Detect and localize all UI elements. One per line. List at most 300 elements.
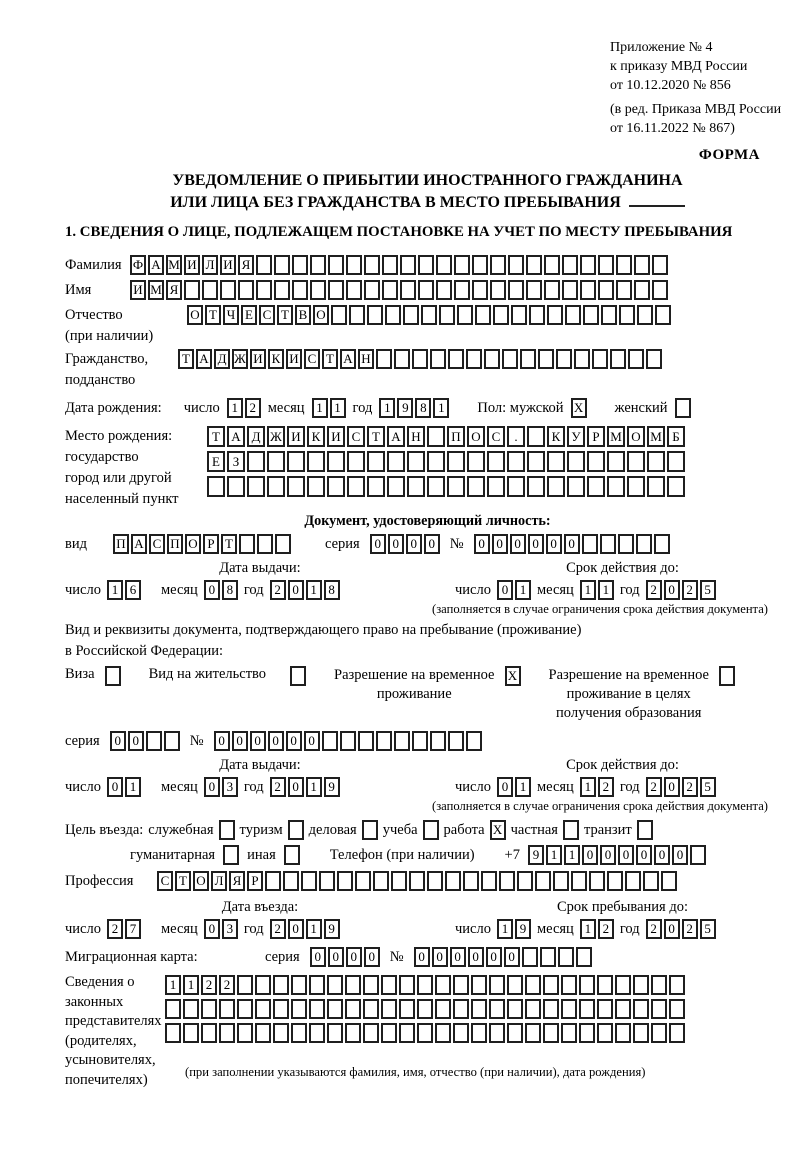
profession-cell[interactable] — [391, 871, 407, 891]
birth-place-cell[interactable] — [487, 451, 505, 472]
purpose-tourism-checkbox-cell[interactable] — [288, 820, 304, 840]
representatives-cell[interactable] — [417, 975, 433, 995]
surname-cell[interactable] — [490, 255, 506, 275]
firstname-cell[interactable] — [256, 280, 272, 300]
birth-place-cell[interactable]: К — [307, 426, 325, 447]
identity-series-cell[interactable]: 0 — [370, 534, 386, 554]
citizenship-cells[interactable] — [178, 349, 662, 369]
patronymic-cell[interactable] — [601, 305, 617, 325]
phone-cell[interactable]: 1 — [564, 845, 580, 865]
representatives-cell[interactable] — [435, 999, 451, 1019]
profession-cell[interactable]: С — [157, 871, 173, 891]
identity-issue-month-cells[interactable] — [204, 580, 238, 600]
firstname-cell[interactable] — [400, 280, 416, 300]
residence-expiry-day-cell[interactable]: 0 — [497, 777, 513, 797]
stay-year-cell[interactable]: 2 — [682, 919, 698, 939]
citizenship-cell[interactable] — [412, 349, 428, 369]
surname-cell[interactable]: Я — [238, 255, 254, 275]
firstname-cell[interactable] — [616, 280, 632, 300]
representatives-cell[interactable] — [561, 999, 577, 1019]
birth-year-cell[interactable]: 8 — [415, 398, 431, 418]
patronymic-cell[interactable] — [493, 305, 509, 325]
citizenship-cell[interactable] — [520, 349, 536, 369]
birth-place-cell[interactable] — [447, 476, 465, 497]
representatives-cell[interactable] — [381, 975, 397, 995]
stay-year-cell[interactable]: 0 — [664, 919, 680, 939]
migration-series-cell[interactable]: 0 — [310, 947, 326, 967]
residence-number-cell[interactable] — [322, 731, 338, 751]
representatives-cell[interactable] — [561, 1023, 577, 1043]
profession-cell[interactable] — [427, 871, 443, 891]
phone-cell[interactable]: 0 — [636, 845, 652, 865]
identity-kind-cell[interactable] — [257, 534, 273, 554]
phone-cell[interactable] — [690, 845, 706, 865]
representatives-cell[interactable] — [273, 999, 289, 1019]
surname-cell[interactable] — [472, 255, 488, 275]
residence-issue-day-cells[interactable] — [107, 777, 141, 797]
birth-place-cell[interactable]: А — [227, 426, 245, 447]
birth-place-cell[interactable] — [407, 451, 425, 472]
surname-cell[interactable] — [364, 255, 380, 275]
birth-place-cell[interactable] — [267, 451, 285, 472]
identity-kind-cell[interactable]: П — [113, 534, 129, 554]
representatives-cell[interactable] — [165, 1023, 181, 1043]
identity-expiry-year-cell[interactable]: 2 — [646, 580, 662, 600]
profession-cell[interactable] — [373, 871, 389, 891]
representatives-cell[interactable] — [345, 1023, 361, 1043]
identity-issue-day-cell[interactable]: 1 — [107, 580, 123, 600]
birth-place-cell[interactable]: Т — [367, 426, 385, 447]
phone-cells[interactable] — [528, 845, 706, 865]
phone-cell[interactable]: 1 — [546, 845, 562, 865]
citizenship-cell[interactable] — [448, 349, 464, 369]
purpose-private-checkbox[interactable] — [563, 820, 579, 840]
representatives-cell[interactable] — [579, 975, 595, 995]
representatives-cell[interactable] — [543, 1023, 559, 1043]
birth-day-cell[interactable]: 2 — [245, 398, 261, 418]
citizenship-cell[interactable] — [376, 349, 392, 369]
representatives-cell[interactable] — [363, 999, 379, 1019]
stay-day-cell[interactable]: 1 — [497, 919, 513, 939]
sex-female-checkbox[interactable] — [675, 398, 691, 418]
purpose-private-checkbox-cell[interactable] — [563, 820, 579, 840]
stay-day-cell[interactable]: 9 — [515, 919, 531, 939]
representatives-cell[interactable] — [615, 999, 631, 1019]
migration-number-cell[interactable]: 0 — [432, 947, 448, 967]
entry-year-cells[interactable] — [270, 919, 340, 939]
birth-place-cell[interactable] — [327, 476, 345, 497]
stay-year-cell[interactable]: 5 — [700, 919, 716, 939]
residence-series-cells[interactable] — [110, 731, 180, 751]
residence-number-cell[interactable]: 0 — [268, 731, 284, 751]
identity-kind-cell[interactable]: Р — [203, 534, 219, 554]
identity-kind-cell[interactable] — [239, 534, 255, 554]
residence-number-cell[interactable] — [376, 731, 392, 751]
identity-issue-year-cell[interactable]: 1 — [306, 580, 322, 600]
patronymic-cell[interactable] — [619, 305, 635, 325]
representatives-cell[interactable] — [453, 999, 469, 1019]
firstname-cell[interactable] — [454, 280, 470, 300]
surname-cell[interactable] — [310, 255, 326, 275]
representatives-cell[interactable] — [291, 1023, 307, 1043]
firstname-cell[interactable] — [382, 280, 398, 300]
purpose-other-checkbox[interactable] — [284, 845, 300, 865]
birth-place-cell[interactable] — [627, 451, 645, 472]
birth-year-cell[interactable]: 9 — [397, 398, 413, 418]
representatives-cell[interactable] — [507, 999, 523, 1019]
surname-cell[interactable]: И — [220, 255, 236, 275]
birth-year-cells[interactable] — [379, 398, 449, 418]
representatives-cell[interactable] — [417, 1023, 433, 1043]
patronymic-cell[interactable]: О — [187, 305, 203, 325]
representatives-cell[interactable] — [597, 975, 613, 995]
stay-month-cell[interactable]: 2 — [598, 919, 614, 939]
representatives-cell[interactable] — [255, 1023, 271, 1043]
residence-issue-year-cell[interactable]: 1 — [306, 777, 322, 797]
identity-issue-year-cell[interactable]: 2 — [270, 580, 286, 600]
surname-cell[interactable] — [526, 255, 542, 275]
representatives-cell[interactable] — [435, 975, 451, 995]
firstname-cell[interactable] — [544, 280, 560, 300]
representatives-cell[interactable] — [255, 975, 271, 995]
identity-expiry-year-cell[interactable]: 0 — [664, 580, 680, 600]
residence-issue-month-cell[interactable]: 3 — [222, 777, 238, 797]
residence-number-cell[interactable]: 0 — [286, 731, 302, 751]
representatives-cell[interactable] — [399, 1023, 415, 1043]
representatives-cell[interactable] — [453, 975, 469, 995]
birth-place-cell[interactable] — [667, 451, 685, 472]
birth-place-cell[interactable] — [267, 476, 285, 497]
residence-permit-checkbox[interactable] — [290, 666, 306, 686]
representatives-cells-row-3[interactable] — [165, 1023, 685, 1043]
identity-expiry-year-cell[interactable]: 5 — [700, 580, 716, 600]
residence-expiry-month-cell[interactable]: 1 — [580, 777, 596, 797]
migration-series-cell[interactable]: 0 — [346, 947, 362, 967]
surname-cell[interactable] — [256, 255, 272, 275]
profession-cell[interactable]: Р — [247, 871, 263, 891]
birth-place-cell[interactable] — [547, 476, 565, 497]
patronymic-cell[interactable]: О — [313, 305, 329, 325]
birth-place-cell[interactable]: И — [327, 426, 345, 447]
firstname-cell[interactable] — [580, 280, 596, 300]
firstname-cell[interactable] — [652, 280, 668, 300]
representatives-cell[interactable] — [309, 975, 325, 995]
edu-residence-checkbox[interactable] — [719, 666, 735, 686]
representatives-cell[interactable] — [669, 975, 685, 995]
migration-number-cell[interactable]: 0 — [468, 947, 484, 967]
birth-place-cell[interactable] — [207, 476, 225, 497]
patronymic-cell[interactable]: Т — [277, 305, 293, 325]
surname-cell[interactable] — [454, 255, 470, 275]
patronymic-cell[interactable] — [655, 305, 671, 325]
representatives-cell[interactable] — [471, 1023, 487, 1043]
surname-cell[interactable]: Ф — [130, 255, 146, 275]
identity-series-cell[interactable]: 0 — [406, 534, 422, 554]
birth-place-cell[interactable]: С — [347, 426, 365, 447]
firstname-cell[interactable]: М — [148, 280, 164, 300]
birth-place-cell[interactable]: О — [627, 426, 645, 447]
identity-issue-day-cell[interactable]: 6 — [125, 580, 141, 600]
representatives-cell[interactable] — [615, 1023, 631, 1043]
representatives-cell[interactable] — [597, 1023, 613, 1043]
edu-residence-checkbox-cell[interactable] — [719, 666, 735, 686]
birth-place-cell[interactable] — [647, 476, 665, 497]
identity-issue-day-cells[interactable] — [107, 580, 141, 600]
representatives-cell[interactable] — [345, 975, 361, 995]
birth-place-cell[interactable]: Д — [247, 426, 265, 447]
birth-place-cell[interactable]: Н — [407, 426, 425, 447]
profession-cells[interactable] — [157, 871, 677, 891]
representatives-cell[interactable] — [237, 975, 253, 995]
birth-place-cell[interactable] — [367, 451, 385, 472]
birth-place-cell[interactable] — [647, 451, 665, 472]
residence-series-cell[interactable]: 0 — [128, 731, 144, 751]
birth-place-cell[interactable] — [427, 451, 445, 472]
birth-place-cell[interactable] — [347, 476, 365, 497]
identity-expiry-year-cells[interactable] — [646, 580, 716, 600]
residence-number-cell[interactable] — [358, 731, 374, 751]
patronymic-cell[interactable]: Е — [241, 305, 257, 325]
patronymic-cell[interactable] — [511, 305, 527, 325]
birth-place-cell[interactable] — [287, 451, 305, 472]
citizenship-cell[interactable]: Т — [322, 349, 338, 369]
birth-place-cell[interactable]: У — [567, 426, 585, 447]
purpose-other-checkbox-cell[interactable] — [284, 845, 300, 865]
visa-checkbox-cell[interactable] — [105, 666, 121, 686]
representatives-cell[interactable] — [345, 999, 361, 1019]
identity-kind-cell[interactable]: О — [185, 534, 201, 554]
birth-place-cell[interactable] — [367, 476, 385, 497]
representatives-cell[interactable] — [417, 999, 433, 1019]
firstname-cell[interactable] — [292, 280, 308, 300]
birth-place-cell[interactable]: П — [447, 426, 465, 447]
birth-month-cell[interactable]: 1 — [312, 398, 328, 418]
surname-cell[interactable] — [598, 255, 614, 275]
patronymic-cell[interactable] — [565, 305, 581, 325]
identity-kind-cell[interactable]: А — [131, 534, 147, 554]
surname-cell[interactable] — [616, 255, 632, 275]
representatives-cell[interactable] — [633, 1023, 649, 1043]
residence-issue-day-cell[interactable]: 0 — [107, 777, 123, 797]
birth-place-cell[interactable] — [287, 476, 305, 497]
birth-place-cell[interactable] — [347, 451, 365, 472]
patronymic-cells[interactable] — [187, 305, 671, 325]
identity-number-cell[interactable] — [654, 534, 670, 554]
surname-cell[interactable] — [652, 255, 668, 275]
citizenship-cell[interactable] — [646, 349, 662, 369]
birth-year-cell[interactable]: 1 — [379, 398, 395, 418]
citizenship-cell[interactable] — [394, 349, 410, 369]
representatives-cell[interactable] — [309, 999, 325, 1019]
stay-day-cells[interactable] — [497, 919, 531, 939]
birth-place-cells-row-3[interactable] — [207, 476, 685, 497]
representatives-cell[interactable] — [633, 999, 649, 1019]
birth-place-cell[interactable]: М — [647, 426, 665, 447]
representatives-cell[interactable] — [489, 975, 505, 995]
residence-issue-month-cell[interactable]: 0 — [204, 777, 220, 797]
birth-place-cell[interactable]: Е — [207, 451, 225, 472]
migration-number-cell[interactable] — [522, 947, 538, 967]
representatives-cell[interactable] — [273, 975, 289, 995]
entry-month-cells[interactable] — [204, 919, 238, 939]
residence-expiry-year-cell[interactable]: 2 — [646, 777, 662, 797]
residence-number-cell[interactable]: 0 — [232, 731, 248, 751]
residence-issue-year-cells[interactable] — [270, 777, 340, 797]
residence-expiry-year-cell[interactable]: 0 — [664, 777, 680, 797]
residence-series-cell[interactable] — [164, 731, 180, 751]
identity-number-cell[interactable]: 0 — [510, 534, 526, 554]
firstname-cell[interactable] — [328, 280, 344, 300]
surname-cell[interactable] — [400, 255, 416, 275]
purpose-study-checkbox-cell[interactable] — [423, 820, 439, 840]
birth-place-cell[interactable] — [307, 451, 325, 472]
residence-issue-day-cell[interactable]: 1 — [125, 777, 141, 797]
phone-cell[interactable]: 0 — [582, 845, 598, 865]
citizenship-cell[interactable]: Д — [214, 349, 230, 369]
residence-expiry-year-cell[interactable]: 5 — [700, 777, 716, 797]
profession-cell[interactable] — [481, 871, 497, 891]
birth-month-cells[interactable] — [312, 398, 346, 418]
residence-expiry-day-cells[interactable] — [497, 777, 531, 797]
residence-number-cell[interactable] — [394, 731, 410, 751]
entry-day-cells[interactable] — [107, 919, 141, 939]
residence-expiry-month-cells[interactable] — [580, 777, 614, 797]
identity-expiry-day-cells[interactable] — [497, 580, 531, 600]
citizenship-cell[interactable] — [430, 349, 446, 369]
surname-cell[interactable] — [292, 255, 308, 275]
profession-cell[interactable] — [499, 871, 515, 891]
representatives-cell[interactable] — [363, 1023, 379, 1043]
birth-place-cell[interactable] — [327, 451, 345, 472]
birth-place-cell[interactable] — [247, 451, 265, 472]
surname-cell[interactable] — [508, 255, 524, 275]
entry-year-cell[interactable]: 0 — [288, 919, 304, 939]
representatives-cell[interactable]: 1 — [183, 975, 199, 995]
representatives-cell[interactable] — [255, 999, 271, 1019]
migration-series-cell[interactable]: 0 — [328, 947, 344, 967]
firstname-cell[interactable] — [364, 280, 380, 300]
purpose-study-checkbox[interactable] — [423, 820, 439, 840]
birth-year-cell[interactable]: 1 — [433, 398, 449, 418]
residence-number-cell[interactable] — [412, 731, 428, 751]
birth-place-cell[interactable] — [507, 476, 525, 497]
patronymic-cell[interactable] — [385, 305, 401, 325]
representatives-cell[interactable] — [615, 975, 631, 995]
birth-place-cell[interactable]: Б — [667, 426, 685, 447]
patronymic-cell[interactable] — [529, 305, 545, 325]
birth-place-cells-row-2[interactable] — [207, 451, 685, 472]
identity-series-cell[interactable]: 0 — [424, 534, 440, 554]
residence-number-cell[interactable]: 0 — [250, 731, 266, 751]
profession-cell[interactable] — [589, 871, 605, 891]
firstname-cell[interactable] — [220, 280, 236, 300]
profession-cell[interactable]: Т — [175, 871, 191, 891]
birth-place-cell[interactable] — [527, 426, 545, 447]
citizenship-cell[interactable]: И — [250, 349, 266, 369]
profession-cell[interactable] — [553, 871, 569, 891]
firstname-cell[interactable]: Я — [166, 280, 182, 300]
residence-number-cell[interactable] — [430, 731, 446, 751]
patronymic-cell[interactable] — [349, 305, 365, 325]
patronymic-cell[interactable]: Т — [205, 305, 221, 325]
citizenship-cell[interactable] — [484, 349, 500, 369]
identity-expiry-year-cell[interactable]: 2 — [682, 580, 698, 600]
surname-cell[interactable] — [274, 255, 290, 275]
birth-place-cell[interactable]: И — [287, 426, 305, 447]
profession-cell[interactable] — [535, 871, 551, 891]
residence-permit-checkbox-cell[interactable] — [290, 666, 306, 686]
birth-place-cell[interactable] — [547, 451, 565, 472]
birth-place-cell[interactable]: М — [607, 426, 625, 447]
birth-place-cell[interactable] — [607, 451, 625, 472]
birth-place-cell[interactable] — [247, 476, 265, 497]
representatives-cell[interactable] — [507, 1023, 523, 1043]
entry-year-cell[interactable]: 1 — [306, 919, 322, 939]
birth-place-cell[interactable] — [407, 476, 425, 497]
representatives-cell[interactable] — [579, 999, 595, 1019]
surname-cell[interactable] — [346, 255, 362, 275]
representatives-cell[interactable] — [525, 999, 541, 1019]
phone-cell[interactable]: 0 — [600, 845, 616, 865]
residence-number-cell[interactable] — [466, 731, 482, 751]
representatives-cell[interactable] — [183, 999, 199, 1019]
representatives-cell[interactable] — [201, 1023, 217, 1043]
representatives-cell[interactable] — [219, 1023, 235, 1043]
surname-cell[interactable] — [634, 255, 650, 275]
birth-day-cell[interactable]: 1 — [227, 398, 243, 418]
entry-year-cell[interactable]: 9 — [324, 919, 340, 939]
birth-place-cell[interactable]: С — [487, 426, 505, 447]
representatives-cell[interactable] — [561, 975, 577, 995]
birth-place-cell[interactable] — [667, 476, 685, 497]
entry-day-cell[interactable]: 2 — [107, 919, 123, 939]
identity-kind-cells[interactable] — [113, 534, 291, 554]
birth-day-cells[interactable] — [227, 398, 261, 418]
birth-month-cell[interactable]: 1 — [330, 398, 346, 418]
representatives-cell[interactable] — [543, 975, 559, 995]
citizenship-cell[interactable]: Т — [178, 349, 194, 369]
patronymic-cell[interactable] — [421, 305, 437, 325]
firstname-cell[interactable] — [634, 280, 650, 300]
profession-cell[interactable] — [625, 871, 641, 891]
birth-place-cell[interactable] — [467, 451, 485, 472]
migration-number-cell[interactable] — [540, 947, 556, 967]
firstname-cell[interactable] — [436, 280, 452, 300]
representatives-cell[interactable] — [165, 999, 181, 1019]
citizenship-cell[interactable] — [628, 349, 644, 369]
birth-place-cell[interactable] — [627, 476, 645, 497]
representatives-cells-row-2[interactable] — [165, 999, 685, 1019]
representatives-cell[interactable] — [471, 975, 487, 995]
birth-place-cell[interactable]: . — [507, 426, 525, 447]
identity-expiry-day-cell[interactable]: 0 — [497, 580, 513, 600]
firstname-cell[interactable] — [598, 280, 614, 300]
citizenship-cell[interactable] — [466, 349, 482, 369]
entry-month-cell[interactable]: 3 — [222, 919, 238, 939]
representatives-cell[interactable] — [219, 999, 235, 1019]
residence-series-cell[interactable] — [146, 731, 162, 751]
migration-number-cell[interactable] — [576, 947, 592, 967]
representatives-cell[interactable] — [327, 975, 343, 995]
residence-expiry-year-cells[interactable] — [646, 777, 716, 797]
representatives-cell[interactable] — [507, 975, 523, 995]
firstname-cell[interactable] — [526, 280, 542, 300]
stay-month-cell[interactable]: 1 — [580, 919, 596, 939]
firstname-cell[interactable]: И — [130, 280, 146, 300]
purpose-work-checkbox[interactable] — [490, 820, 506, 840]
surname-cell[interactable] — [436, 255, 452, 275]
profession-cell[interactable] — [319, 871, 335, 891]
